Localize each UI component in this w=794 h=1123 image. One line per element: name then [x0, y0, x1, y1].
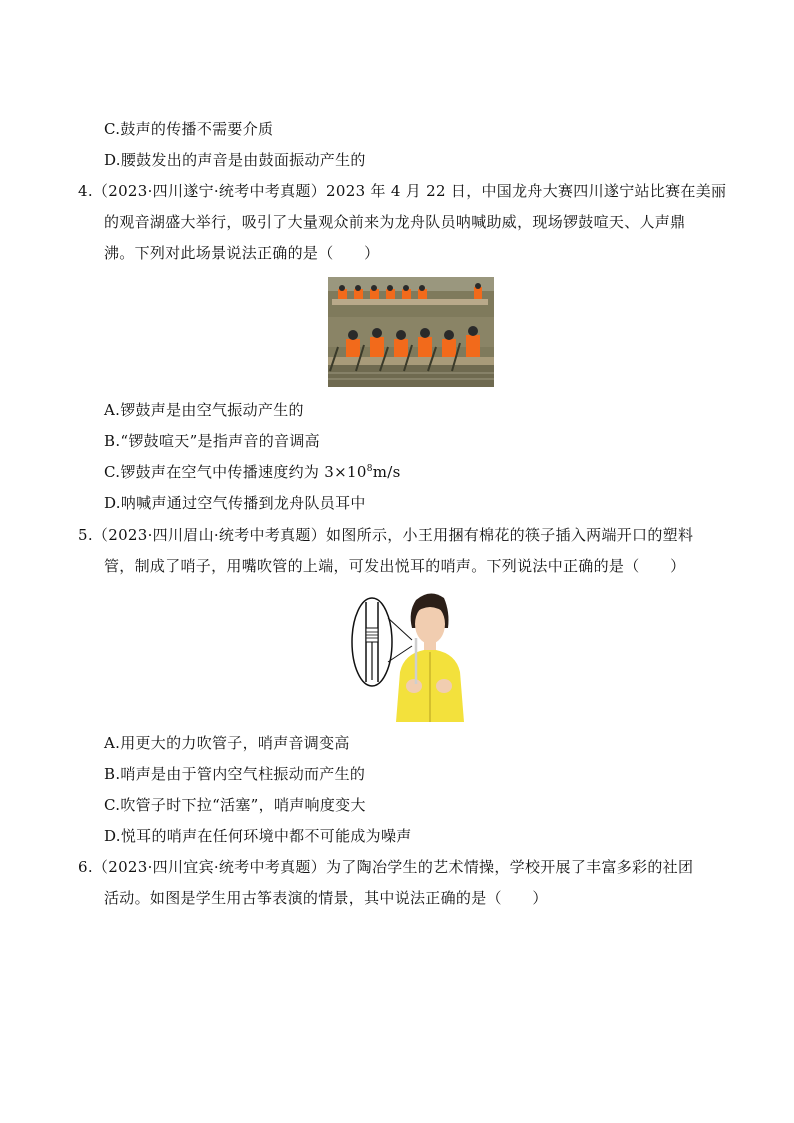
- q6-source: （2023·四川宜宾·统考中考真题）: [92, 858, 327, 876]
- q4-option-d: D.呐喊声通过空气传播到龙舟队员耳中: [104, 494, 366, 512]
- q4-source: （2023·四川遂宁·统考中考真题）: [92, 182, 327, 200]
- q5-stem-line1: 5.（2023·四川眉山·统考中考真题）如图所示，小王用捆有棉花的筷子插入两端开口的塑料: [78, 526, 694, 544]
- q4-option-a: A.锣鼓声是由空气振动产生的: [104, 401, 304, 419]
- q4-number: 4.: [78, 182, 93, 200]
- q6-stem-line2: 活动。如图是学生用古筝表演的情景，其中说法正确的是（ ）: [104, 889, 548, 907]
- q5-number: 5.: [78, 526, 93, 544]
- q4-stem-line1: 4.（2023·四川遂宁·统考中考真题）2023 年 4 月 22 日，中国龙舟大赛四川遂宁站比赛在美丽: [78, 182, 727, 200]
- q4-option-c: C.锣鼓声在空气中传播速度约为 $3\times 10^8m/s$: [104, 463, 401, 481]
- q6-stem-line1: 6.（2023·四川宜宾·统考中考真题）为了陶冶学生的艺术情操，学校开展了丰富多彩的社团: [78, 858, 694, 876]
- q5-stem-line2: 管，制成了哨子，用嘴吹管的上端，可发出悦耳的哨声。下列说法中正确的是（ ）: [104, 557, 686, 575]
- whistle-girl-figure: [350, 588, 472, 722]
- q4-option-b: B.“锣鼓喧天”是指声音的音调高: [104, 432, 320, 450]
- q5-option-d: D.悦耳的哨声在任何环境中都不可能成为噪声: [104, 827, 412, 845]
- dragon-boat-photo: [328, 277, 494, 387]
- q5-option-a: A.用更大的力吹管子，哨声音调变高: [104, 734, 350, 752]
- q5-option-c: C.吹管子时下拉“活塞”，哨声响度变大: [104, 796, 366, 814]
- q5-option-b: B.哨声是由于管内空气柱振动而产生的: [104, 765, 366, 783]
- q4-stem-line2: 的观音湖盛大举行，吸引了大量观众前来为龙舟队员呐喊助威，现场锣鼓喧天、人声鼎: [104, 213, 686, 231]
- q6-number: 6.: [78, 858, 93, 876]
- q5-source: （2023·四川眉山·统考中考真题）: [92, 526, 327, 544]
- q4-stem-line3: 沸。下列对此场景说法正确的是（ ）: [104, 244, 380, 262]
- option-d-prev: D.腰鼓发出的声音是由鼓面振动产生的: [104, 151, 366, 169]
- option-c-prev: C.鼓声的传播不需要介质: [104, 120, 274, 138]
